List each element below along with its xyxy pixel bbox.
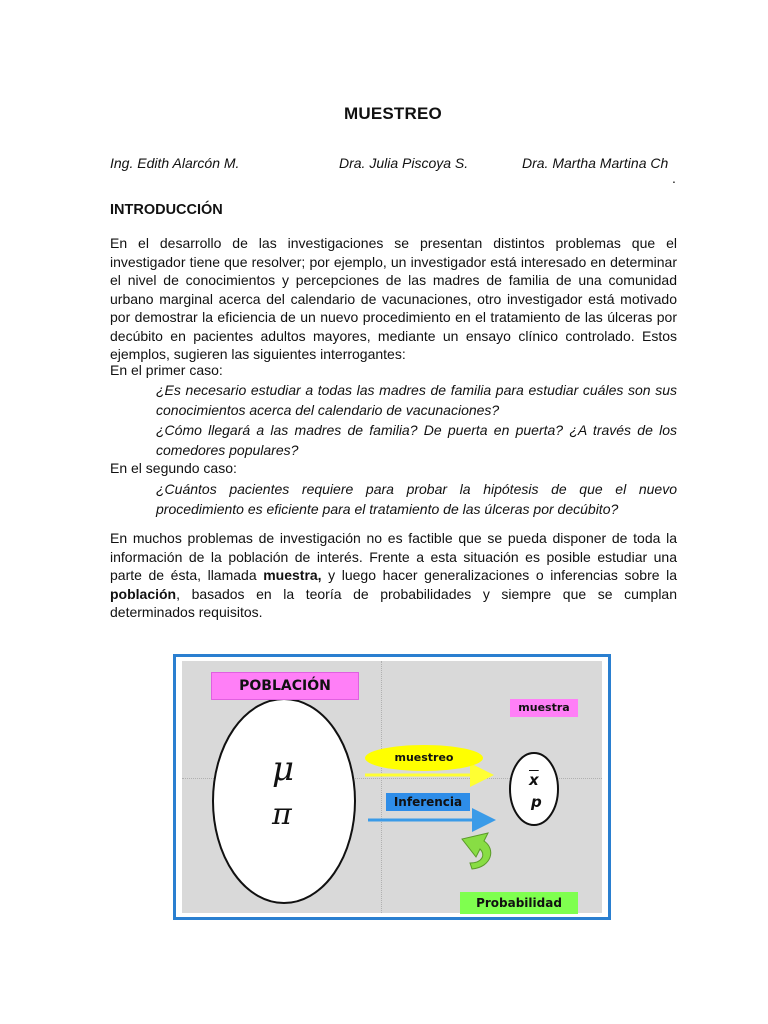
second-case-label: En el segundo caso: (110, 460, 237, 476)
curved-arrow (462, 833, 491, 869)
first-case-label: En el primer caso: (110, 362, 223, 378)
closing-text-1: En muchos problemas de investigación no es factible que se pueda disponer de toda la información de la población de interés. Frente a esta situación es posible estudiar una parte de ésta, llamada (110, 530, 677, 583)
p-stat: p (531, 793, 542, 811)
author-1: Ing. Edith Alarcón M. (110, 155, 240, 171)
x-bar-stat: $\overline{x}$ (529, 771, 539, 789)
mu-symbol: μ (272, 749, 295, 789)
muestra-label: muestra (510, 699, 578, 717)
sampling-diagram (173, 654, 611, 920)
closing-bold-poblacion: población (110, 585, 177, 602)
intro-paragraph: En el desarrollo de las investigaciones se presentan distintos problemas que el investigador tiene que resolver; por ejemplo, un investigador está interesado en determinar el nivel de conocimientos y percepciones de las madres de familia de una comunidad urbano marginal acerca del calendario de vacunaciones, otro investigador está motivado por demostrar la eficiencia de un nuevo procedimiento en el tratamiento de las úlceras por decúbito en pacientes adultos mayores, mediante un ensayo clínico controlado. Estos ejemplos, sugieren las siguientes interrogantes: (110, 235, 677, 362)
first-case-question-2: ¿Cómo llegará a las madres de familia? De puerta en puerta? ¿A través de los comedores populares? (156, 422, 677, 458)
sample-ellipse (510, 753, 558, 825)
inferencia-label: Inferencia (386, 793, 470, 811)
closing-paragraph (110, 529, 677, 622)
probabilidad-label: Probabilidad (460, 892, 578, 914)
first-case-question-1: ¿Es necesario estudiar a todas las madres de familia para estudiar cuáles son sus conocimientos acerca del calendario de vacunaciones? (156, 382, 677, 418)
closing-text-2: y luego hacer generalizaciones o inferencias sobre la (321, 567, 677, 583)
muestreo-label: muestreo (365, 745, 483, 771)
diagram-background (182, 661, 602, 913)
author-trailing-dot: . (672, 170, 676, 186)
pi-symbol: π (272, 797, 292, 832)
page-title: MUESTREO (344, 104, 442, 123)
closing-bold-muestra: muestra, (263, 567, 322, 583)
section-heading: INTRODUCCIÓN (110, 202, 223, 218)
author-3: Dra. Martha Martina Ch (522, 155, 669, 171)
closing-text-3: , basados en la teoría de probabilidades y siempre que se cumplan determinados requisitos. (110, 585, 677, 620)
poblacion-label: POBLACIÓN (211, 672, 359, 700)
second-case-question: ¿Cuántos pacientes requiere para probar la hipótesis de que el nuevo procedimiento es eficiente para el tratamiento de las úlceras por decúbito? (156, 481, 677, 517)
author-2: Dra. Julia Piscoya S. (339, 155, 469, 171)
